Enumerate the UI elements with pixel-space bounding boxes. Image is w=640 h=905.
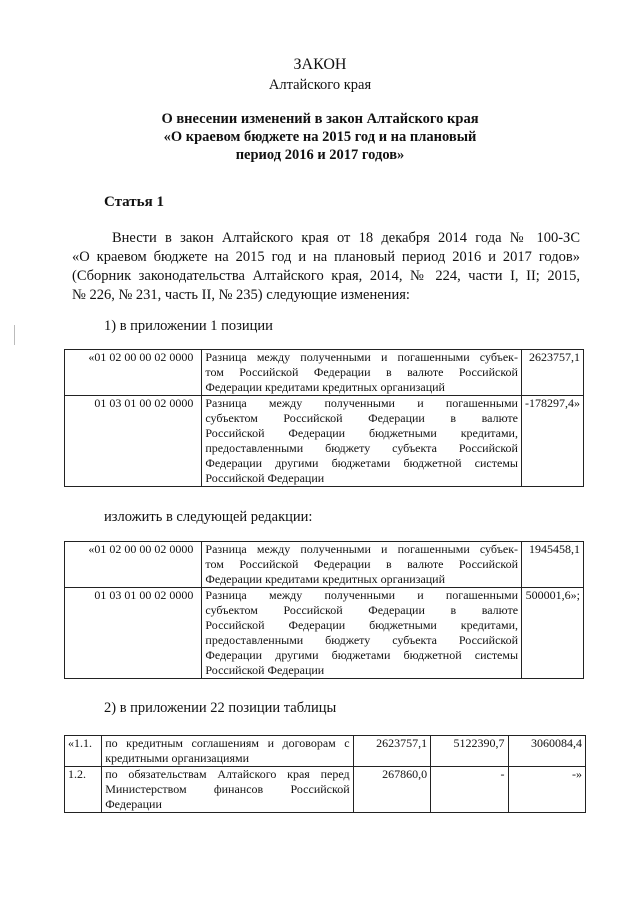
desc-line: Федерации кредитами кредитных организаций <box>205 380 445 394</box>
doc-subtitle: Алтайского края <box>268 77 372 93</box>
intro-line: Внести в закон Алтайского края от 18 декабря 2014 года № 100-ЗС <box>112 230 580 246</box>
desc-line: Российской Федерации бюджетными кредитами, <box>205 618 519 632</box>
value-2017: -» <box>508 767 585 813</box>
table-row <box>65 588 584 679</box>
desc-line: Федерации <box>105 797 162 811</box>
desc-line: Министерством финансов Российской <box>105 782 350 796</box>
code-cell: «01 02 00 00 02 0000 <box>65 350 202 396</box>
table-row <box>65 396 584 487</box>
desc-line: Российской Федерации <box>205 663 325 677</box>
item2-label: 2) в приложении 22 позиции таблицы <box>104 700 337 716</box>
desc-line: предоставленными бюджету субъекта Российской <box>205 441 518 455</box>
law-title-line: «О краевом бюджете на 2015 год и на плановый <box>163 129 477 145</box>
desc-line: Федерации другими бюджетами бюджетной системы <box>205 648 519 662</box>
doc-title: ЗАКОН <box>293 56 347 73</box>
code-cell: «01 02 00 00 02 0000 <box>65 542 202 588</box>
desc-line: Российской Федерации бюджетными кредитами, <box>205 426 518 440</box>
table-row <box>65 350 584 396</box>
table-new-positions <box>64 541 584 679</box>
desc-cell <box>202 588 522 679</box>
replace-label: изложить в следующей редакции: <box>104 509 313 525</box>
table-row <box>65 542 584 588</box>
intro-paragraph <box>72 229 580 305</box>
law-title-line: О внесении изменений в закон Алтайского края <box>161 111 479 127</box>
desc-cell <box>102 767 353 813</box>
value-2016: - <box>431 767 508 813</box>
desc-line: Разница между полученными и погашенными субъек- <box>205 542 519 556</box>
table-appendix-22 <box>64 735 586 813</box>
value-cell: 500001,6»; <box>522 588 584 679</box>
item1-label: 1) в приложении 1 позиции <box>104 318 273 334</box>
desc-line: Разница между полученными и погашенными субъек- <box>205 350 518 364</box>
desc-line: кредитными организациями <box>105 751 250 765</box>
code-cell: 01 03 01 00 02 0000 <box>65 588 202 679</box>
intro-line: «О краевом бюджете на 2015 год и на плановый период 2016 и 2017 годов» <box>72 249 580 265</box>
value-2017: 3060084,4 <box>508 736 585 767</box>
desc-line: Разница между полученными и погашенными <box>205 396 518 410</box>
desc-cell <box>202 396 522 487</box>
scan-margin-mark <box>14 325 15 345</box>
desc-line: том Российской Федерации в валюте Российской <box>205 365 518 379</box>
value-2015: 267860,0 <box>353 767 430 813</box>
desc-line: по обязательствам Алтайского края перед <box>105 767 350 781</box>
value-cell: 2623757,1 <box>521 350 583 396</box>
law-title-line: период 2016 и 2017 годов» <box>235 147 405 163</box>
desc-line: Российской Федерации <box>205 471 325 485</box>
desc-line: субъектом Российской Федерации в валюте <box>205 411 518 425</box>
code-cell: 01 03 01 00 02 0000 <box>65 396 202 487</box>
desc-line: Федерации кредитами кредитных организаций <box>205 572 446 586</box>
row-number: 1.2. <box>65 767 102 813</box>
value-cell: -178297,4» <box>521 396 583 487</box>
law-title <box>0 110 640 164</box>
intro-line: (Сборник законодательства Алтайского края, 2014, № 224, части I, II; 2015, <box>72 268 580 284</box>
desc-cell <box>102 736 353 767</box>
table-row <box>65 736 586 767</box>
desc-line: по кредитным соглашениям и договорам с <box>105 736 350 750</box>
article-heading: Статья 1 <box>104 194 164 210</box>
desc-line: субъектом Российской Федерации в валюте <box>205 603 519 617</box>
row-number: «1.1. <box>65 736 102 767</box>
table-row <box>65 767 586 813</box>
value-cell: 1945458,1 <box>522 542 584 588</box>
value-2015: 2623757,1 <box>353 736 430 767</box>
desc-line: том Российской Федерации в валюте Российской <box>205 557 519 571</box>
table-old-positions <box>64 349 584 487</box>
intro-line: № 226, № 231, часть II, № 235) следующие изменения: <box>72 287 410 303</box>
desc-cell <box>202 350 522 396</box>
desc-line: предоставленными бюджету субъекта Российской <box>205 633 519 647</box>
desc-cell <box>202 542 522 588</box>
value-2016: 5122390,7 <box>431 736 508 767</box>
desc-line: Разница между полученными и погашенными <box>205 588 519 602</box>
desc-line: Федерации другими бюджетами бюджетной системы <box>205 456 518 470</box>
